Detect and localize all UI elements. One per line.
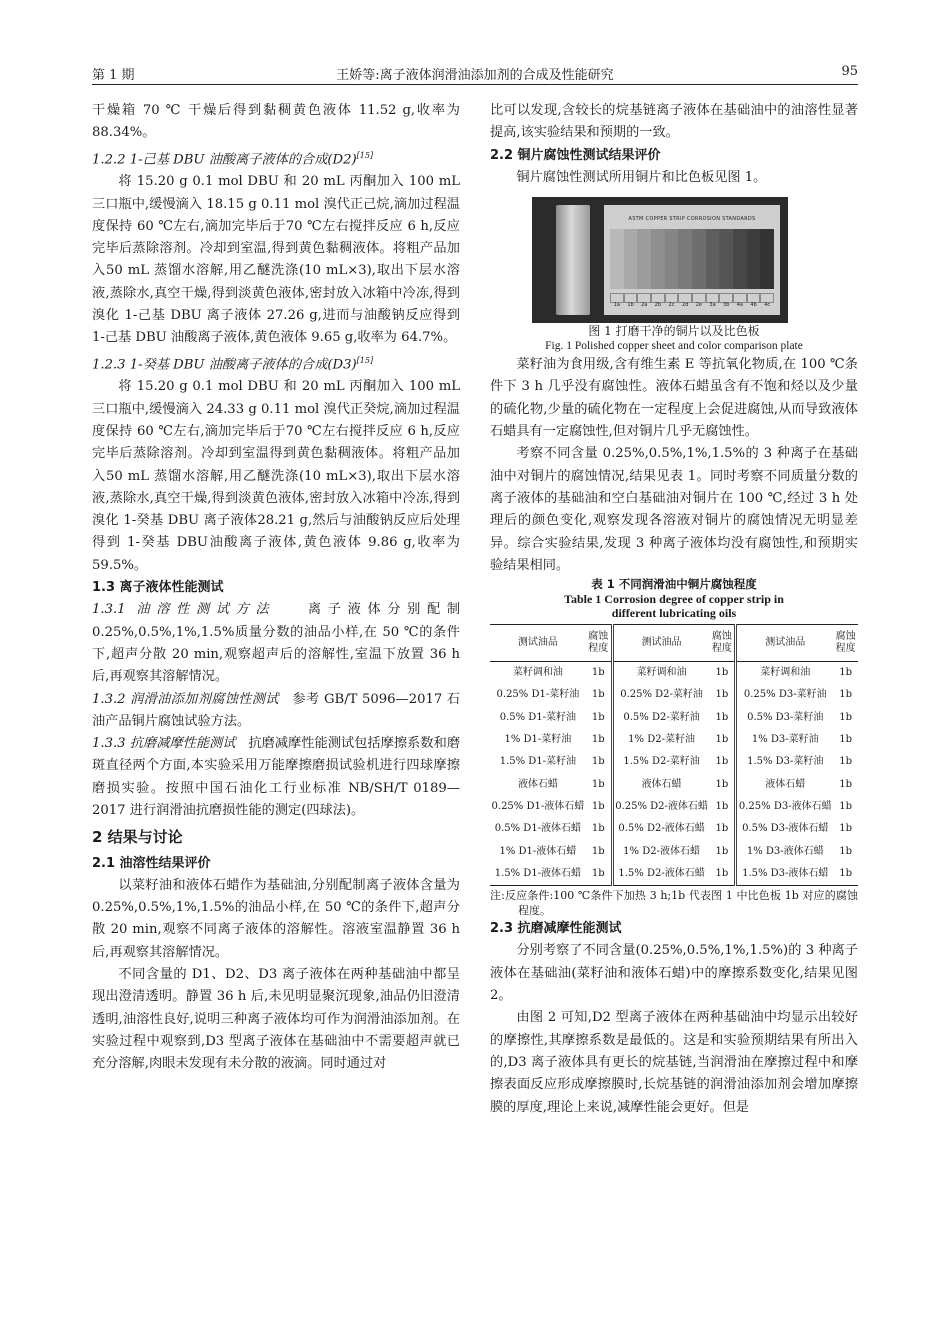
table-body	[490, 662, 858, 886]
cell-oil: 1% D1-液体石蜡	[499, 845, 577, 857]
paragraph-1-3-2	[92, 689, 460, 734]
cell-degree: 1b	[591, 711, 605, 723]
table-row	[490, 707, 858, 729]
copper-strip	[556, 205, 590, 315]
section-heading-1-3: 1.3 离子液体性能测试	[92, 580, 224, 596]
plate-label: 2b	[651, 293, 665, 303]
color-swatch	[624, 229, 638, 289]
citation: [15]	[356, 150, 374, 160]
page-number: 95	[841, 64, 858, 79]
cell-oil: 0.5% D3-菜籽油	[736, 707, 833, 729]
running-title: 王娇等:离子液体润滑油添加剂的合成及性能研究	[336, 68, 614, 83]
cell-degree: 1b	[591, 867, 605, 879]
color-swatch	[719, 229, 733, 289]
cell-oil: 0.25% D1-液体石蜡	[491, 800, 585, 812]
paragraph: 将 15.20 g 0.1 mol DBU 和 20 mL 丙酮加入 100 mL 三口瓶中,缓慢滴入 18.15 g 0.11 mol 溴代正己烷,滴加过程温度保持 60 ℃左右,滴加完毕后于70 ℃左右搅拌反应 6 h,反应完毕后蒸除溶剂。冷却到室温,得到黄色黏稠液体。将粗产品加入50 mL 蒸馏水溶解,用乙醚洗涤(10 mL×3),取出下层水溶液,蒸除水,真空干燥,得到淡黄色液体,密封放入冰箱中冷冻,得到溴化 1-己基 DBU 离子液体 27.26 g,进而与油酸钠反应得到 1-己基 DBU 油酸离子液体,黄色液体 9.65 g,收率为 64.7%。	[92, 174, 460, 346]
color-swatch	[678, 229, 692, 289]
paragraph: 考察不同含量 0.25%,0.5%,1%,1.5%的 3 种离子在基础油中对铜片的腐蚀情况,结果见表 1。同时考察不同质量分数的离子液体的基础油和空白基础油对铜片在 100 ℃,经过 3 h 处理后的颜色变化,观察发现各溶液对铜片的腐蚀情况无明显差异。综合实验结果,发现 3 种离子液体均没有腐蚀性,和预期实验结果相同。	[490, 446, 858, 573]
header-oil: 测试油品	[490, 625, 586, 662]
header-degree: 腐蚀程度	[586, 625, 612, 662]
paragraph: 分别考察了不同含量(0.25%,0.5%,1%,1.5%)的 3 种离子液体在基础油(菜籽油和液体石蜡)中的摩擦系数变化,结果见图 2。	[490, 943, 858, 1004]
plate-label: 2d	[678, 293, 692, 303]
section-heading-2: 2 结果与讨论	[92, 828, 183, 847]
table-caption-en: Table 1 Corrosion degree of copper strip in	[564, 592, 784, 607]
section-heading-1-2-3	[92, 350, 460, 377]
paragraph-text: 参考 GB/T 5096—2017 石油产品铜片腐蚀试验方法。	[92, 691, 461, 729]
plate-label: 1a	[610, 293, 624, 303]
paragraph: 不同含量的 D1、D2、D3 离子液体在两种基础油中都呈现出澄清透明。静置 36 h 后,未见明显聚沉现象,油品仍旧澄清透明,油溶性良好,说明三种离子液体均可作为润滑油添加剂。在实验过程中观察到,D3 型离子液体在基础油中不需要超声就已充分溶解,肉眼未发现有未分散的液滴。同时通过对	[92, 967, 460, 1072]
table-row	[490, 863, 858, 886]
subheading: 1.3.3 抗磨减摩性能测试	[92, 736, 236, 752]
plate-label: 2c	[665, 293, 679, 303]
cell-degree: 1b	[839, 667, 852, 679]
plate-label: 4a	[733, 293, 747, 303]
cell-degree: 1b	[715, 667, 729, 679]
paragraph: 将 15.20 g 0.1 mol DBU 和 20 mL 丙酮加入 100 mL 三口瓶中,缓慢滴入 24.33 g 0.11 mol 溴代正癸烷,滴加过程温度保持 60 ℃左右,滴加完毕后于70 ℃左右搅拌反应 6 h,反应完毕后蒸除溶剂。冷却到室温得到黄色黏稠液体。将粗产品加入50 mL 蒸馏水溶解,用乙醚洗涤(10 mL×3),取出下层水溶液,蒸除水,真空干燥,得到淡黄色液体,密封放入冰箱中冷冻,得到溴化 1-癸基 DBU 离子液体28.21 g,然后与油酸钠反应后处理得到 1-癸基 DBU油酸离子液体,黄色液体 9.86 g,收率为 59.5%。	[92, 379, 460, 573]
section-heading-2-1: 2.1 油溶性结果评价	[92, 855, 211, 871]
cell-degree: 1b	[839, 689, 852, 701]
cell-degree: 1b	[591, 778, 605, 790]
header-degree: 腐蚀程度	[709, 625, 735, 662]
section-heading-2-3: 2.3 抗磨减摩性能测试	[490, 921, 622, 937]
figure-caption: 图 1 打磨干净的铜片以及比色板	[588, 324, 760, 339]
cell-oil: 0.25% D3-菜籽油	[736, 684, 833, 706]
paragraph: 以菜籽油和液体石蜡作为基础油,分别配制离子液体含量为 0.25%,0.5%,1%,1.5%的油品小样,在 50 ℃的条件下,超声分散 20 min,观察不同离子液体的溶解性。溶液室温静置 36 h 后,再观察其溶解情况。	[92, 877, 460, 960]
running-header	[92, 62, 858, 85]
cell-oil: 0.25% D2-液体石蜡	[612, 796, 709, 818]
cell-oil: 菜籽调和油	[612, 662, 709, 685]
plate-labels	[610, 293, 774, 309]
table-row	[490, 841, 858, 863]
table-row	[490, 796, 858, 818]
cell-oil: 1% D1-菜籽油	[504, 734, 572, 746]
cell-degree: 1b	[839, 845, 852, 857]
cell-degree: 1b	[591, 689, 605, 701]
plate-label: 2e	[692, 293, 706, 303]
cell-oil: 1.5% D3-液体石蜡	[736, 863, 833, 886]
cell-degree: 1b	[591, 823, 605, 835]
plate-label: 4c	[760, 293, 774, 303]
color-swatch	[637, 229, 651, 289]
cell-degree: 1b	[839, 734, 852, 746]
cell-degree: 1b	[715, 711, 729, 723]
cell-degree: 1b	[591, 845, 605, 857]
cell-degree: 1b	[715, 867, 729, 879]
cell-oil: 0.5% D2-液体石蜡	[612, 818, 709, 840]
cell-oil: 1.5% D1-菜籽油	[499, 756, 577, 768]
cell-degree: 1b	[715, 734, 729, 746]
plate-label: 3b	[719, 293, 733, 303]
color-swatch	[665, 229, 679, 289]
plate-label: 2a	[637, 293, 651, 303]
cell-degree: 1b	[715, 845, 729, 857]
cell-degree: 1b	[715, 756, 729, 768]
paragraph: 菜籽油为食用级,含有维生素 E 等抗氧化物质,在 100 ℃条件下 3 h 几乎没有腐蚀性。液体石蜡虽含有不饱和烃以及少量的硫化物,少量的硫化物在一定程度上会促进腐蚀,从而导致液体石蜡具有一定腐蚀性,但对铜片几乎无腐蚀性。	[490, 357, 858, 440]
citation: [15]	[356, 355, 374, 365]
plate-label: 3a	[706, 293, 720, 303]
paragraph-text: 抗磨减摩性能测试包括摩擦系数和磨斑直径两个方面,本实验采用万能摩擦磨损试验机进行四球摩擦磨损实验。按照中国石油化工行业标准 NB/SH/T 0189—2017 进行润滑油抗磨损性能的测定(四球法)。	[92, 736, 461, 818]
paragraph-text: 离子液体分别配制 0.25%,0.5%,1%,1.5%质量分数的油品小样,在 50 ℃的条件下,超声分散 20 min,观察超声后的溶解性,室温下放置 36 h 后,再观察其溶解情况。	[92, 602, 461, 685]
paragraph-1-3-3	[92, 733, 460, 822]
table-caption-en-2: different lubricating oils	[611, 606, 737, 621]
header-degree: 腐蚀程度	[833, 625, 858, 662]
corrosion-table	[490, 624, 858, 886]
cell-oil: 液体石蜡	[736, 774, 833, 796]
color-swatch	[747, 229, 761, 289]
table-caption: 表 1 不同润滑油中铜片腐蚀程度	[591, 577, 757, 592]
cell-degree: 1b	[839, 711, 852, 723]
cell-oil: 1% D2-液体石蜡	[612, 841, 709, 863]
cell-degree: 1b	[839, 867, 852, 879]
cell-degree: 1b	[591, 667, 605, 679]
header-oil: 测试油品	[736, 625, 833, 662]
cell-degree: 1b	[715, 689, 729, 701]
color-comparison-plate	[604, 205, 780, 315]
plate-title: ASTM COPPER STRIP CORROSION STANDARDS	[628, 216, 756, 223]
table-row	[490, 751, 858, 773]
cell-oil: 1.5% D2-菜籽油	[612, 751, 709, 773]
cell-oil: 菜籽调和油	[736, 662, 833, 685]
color-swatch	[651, 229, 665, 289]
paragraph: 干燥箱 70 ℃ 干燥后得到黏稠黄色液体 11.52 g,收率为 88.34%。	[92, 103, 460, 141]
figure-1-photo	[532, 197, 788, 323]
cell-oil: 1.5% D3-菜籽油	[736, 751, 833, 773]
plate-label: 4b	[747, 293, 761, 303]
color-swatch	[733, 229, 747, 289]
plate-label: 1b	[624, 293, 638, 303]
paragraph: 由图 2 可知,D2 型离子液体在两种基础油中均显示出较好的摩擦性,其摩擦系数是最低的。这是和实验预期结果有所出入的,D3 离子液体具有更长的烷基链,当润滑油在摩擦过程中和摩擦表面反应形成摩擦膜时,长烷基链的润滑油添加剂会增加摩擦膜的厚度,理论上来说,减摩性能会更好。但是	[490, 1010, 858, 1115]
left-column	[92, 100, 460, 1076]
right-column	[490, 100, 858, 1119]
cell-degree: 1b	[591, 800, 605, 812]
cell-oil: 0.5% D1-菜籽油	[499, 711, 577, 723]
color-swatch	[610, 229, 624, 289]
cell-degree: 1b	[839, 778, 852, 790]
color-swatch	[760, 229, 774, 289]
table-row	[490, 684, 858, 706]
table-row	[490, 818, 858, 840]
section-heading-2-2: 2.2 铜片腐蚀性测试结果评价	[490, 147, 661, 163]
subheading: 1.3.1 油溶性测试方法	[92, 602, 276, 618]
cell-degree: 1b	[839, 800, 852, 812]
cell-oil: 0.5% D2-菜籽油	[612, 707, 709, 729]
cell-oil: 1% D2-菜籽油	[612, 729, 709, 751]
table-note: 注:反应条件:100 ℃条件下加热 3 h;1b 代表图 1 中比色板 1b 对应的腐蚀程度。	[490, 889, 858, 918]
cell-oil: 0.25% D2-菜籽油	[612, 684, 709, 706]
color-swatch	[706, 229, 720, 289]
cell-degree: 1b	[715, 823, 729, 835]
table-row	[490, 729, 858, 751]
cell-degree: 1b	[591, 734, 605, 746]
cell-degree: 1b	[591, 756, 605, 768]
cell-degree: 1b	[715, 800, 729, 812]
cell-oil: 1.5% D2-液体石蜡	[612, 863, 709, 886]
paragraph: 比可以发现,含较长的烷基链离子液体在基础油中的油溶性显著提高,该实验结果和预期的一致。	[490, 103, 858, 141]
table-header-row	[490, 625, 858, 662]
cell-degree: 1b	[839, 823, 852, 835]
cell-oil: 0.25% D3-液体石蜡	[736, 796, 833, 818]
heading-text: 1.2.2 1-己基 DBU 油酸离子液体的合成(D2)	[92, 151, 357, 167]
plate-swatches	[610, 229, 774, 289]
subheading: 1.3.2 润滑油添加剂腐蚀性测试	[92, 691, 279, 707]
cell-oil: 0.5% D1-液体石蜡	[494, 823, 582, 835]
cell-degree: 1b	[715, 778, 729, 790]
header-oil: 测试油品	[612, 625, 709, 662]
cell-oil: 1% D3-液体石蜡	[736, 841, 833, 863]
paragraph-1-3-1	[92, 599, 460, 688]
cell-oil: 菜籽调和油	[512, 667, 563, 679]
cell-oil: 1.5% D1-液体石蜡	[494, 867, 582, 879]
cell-oil: 1% D3-菜籽油	[736, 729, 833, 751]
cell-oil: 液体石蜡	[517, 778, 558, 790]
heading-text: 1.2.3 1-癸基 DBU 油酸离子液体的合成(D3)	[92, 357, 357, 373]
color-swatch	[692, 229, 706, 289]
table-row	[490, 662, 858, 685]
section-heading-1-2-2	[92, 145, 460, 172]
issue-number: 第 1 期	[92, 68, 135, 83]
figure-caption-en: Fig. 1 Polished copper sheet and color comparison plate	[545, 340, 803, 353]
table-row	[490, 774, 858, 796]
paragraph: 铜片腐蚀性测试所用铜片和比色板见图 1。	[516, 169, 767, 185]
cell-oil: 液体石蜡	[612, 774, 709, 796]
cell-oil: 0.5% D3-液体石蜡	[736, 818, 833, 840]
cell-oil: 0.25% D1-菜籽油	[496, 689, 580, 701]
cell-degree: 1b	[839, 756, 852, 768]
